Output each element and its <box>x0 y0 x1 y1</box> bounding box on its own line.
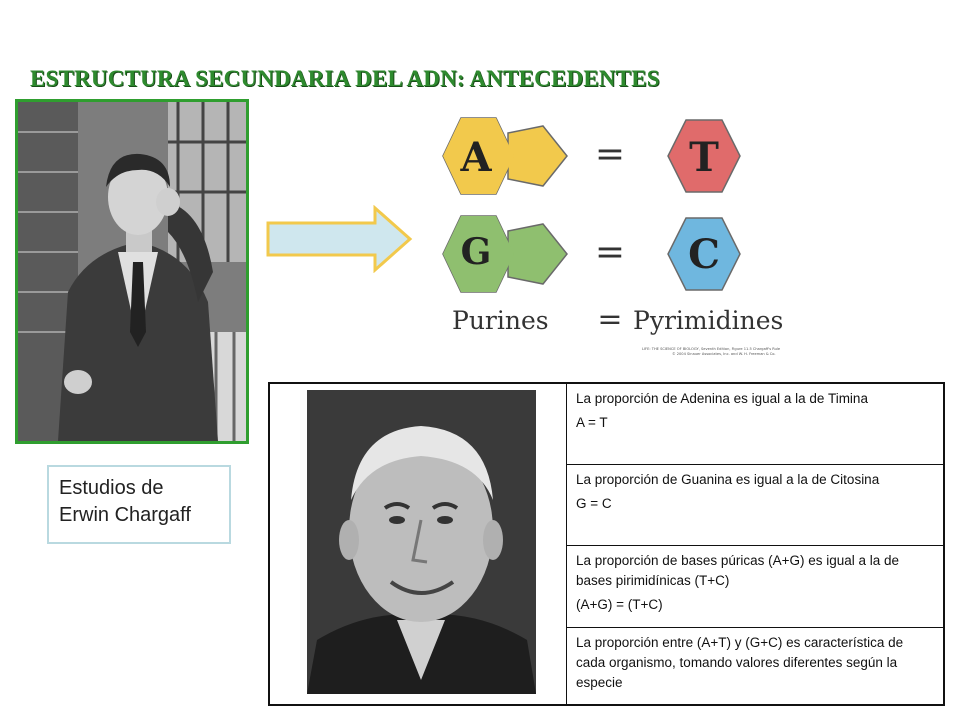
equals-sign-2: = <box>594 232 626 273</box>
rule-row <box>567 546 943 628</box>
pyrimidine-t-shape <box>668 120 740 192</box>
right-arrow-icon <box>265 205 415 273</box>
slide-title: ESTRUCTURA SECUNDARIA DEL ADN: ANTECEDENTES <box>30 66 660 91</box>
rule-equation: A = T <box>576 415 608 430</box>
base-t-label: T <box>689 134 719 181</box>
figure-credit-line-1: LIFE: THE SCIENCE OF BIOLOGY, Seventh Edition, Figure 11.5 Chargaff's Rule <box>642 347 781 351</box>
purine-a-shape <box>443 118 567 194</box>
rules-table <box>268 382 945 706</box>
purines-label: Purines <box>452 306 549 335</box>
chargaff-young-photo <box>15 99 249 444</box>
figure-credit-line-2: © 2004 Sinauer Associates, Inc. and W. H. Freeman & Co. <box>672 352 776 356</box>
purine-g-shape <box>443 216 567 292</box>
caption-line-2: Erwin Chargaff <box>59 504 191 526</box>
pyrimidines-label: Pyrimidines <box>633 306 784 335</box>
caption-box <box>47 465 231 544</box>
rule-equation: G = C <box>576 496 612 511</box>
rules-list <box>566 384 943 704</box>
rule-row <box>567 384 943 465</box>
chargaff-rule-diagram <box>430 108 790 368</box>
base-c-label: C <box>688 231 720 278</box>
chargaff-older-photo <box>307 390 536 694</box>
equals-sign-1: = <box>594 134 626 175</box>
rule-text: La proporción de Guanina es igual a la de Citosina <box>576 472 880 487</box>
base-a-label: A <box>460 134 492 181</box>
rule-text: La proporción de bases púricas (A+G) es igual a la de bases pirimidínicas (T+C) <box>576 553 900 588</box>
rule-equation: (A+G) = (T+C) <box>576 597 663 612</box>
rule-text: La proporción entre (A+T) y (G+C) es característica de cada organismo, tomando valores diferentes según la especie <box>576 635 904 690</box>
rule-row <box>567 465 943 546</box>
pyrimidine-c-shape <box>668 218 740 290</box>
equals-sign-3: = <box>597 302 623 337</box>
rule-text: La proporción de Adenina es igual a la de Timina <box>576 391 868 406</box>
base-g-label: G <box>460 231 492 273</box>
rule-row <box>567 628 943 697</box>
caption-line-1: Estudios de <box>59 477 164 499</box>
